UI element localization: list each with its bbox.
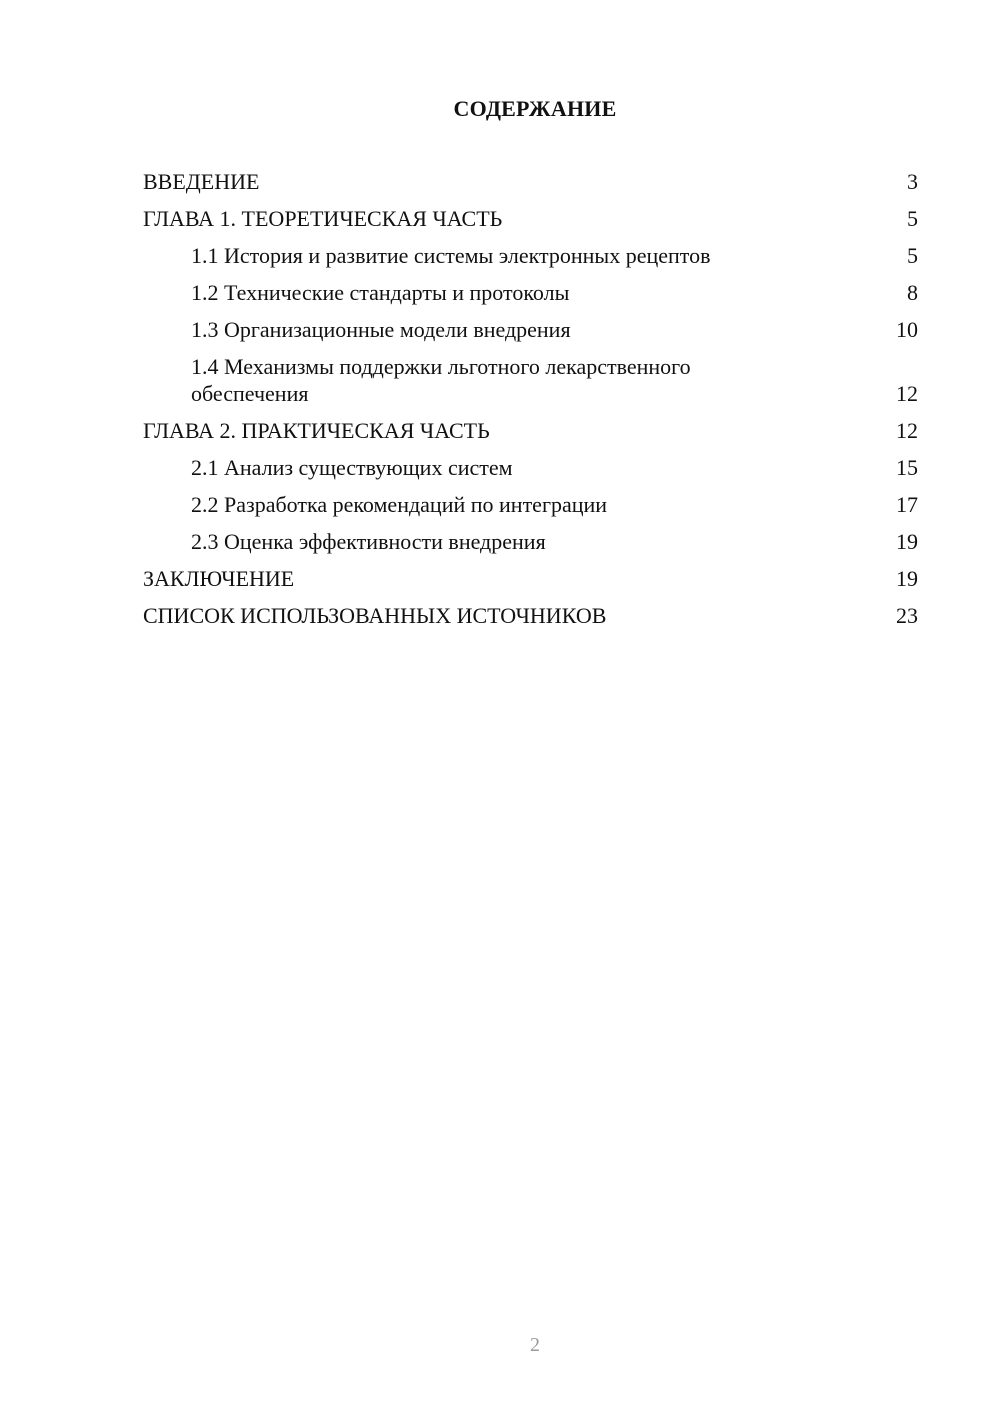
toc-entry-references[interactable]	[143, 602, 918, 629]
toc-entry-label: ГЛАВА 1. ТЕОРЕТИЧЕСКАЯ ЧАСТЬ	[143, 206, 503, 231]
page-number: 2	[530, 1334, 540, 1356]
toc-entry-label: ГЛАВА 2. ПРАКТИЧЕСКАЯ ЧАСТЬ	[143, 418, 490, 443]
toc-entry-page: 3	[907, 169, 918, 194]
toc-entry-section-2-2[interactable]	[143, 491, 918, 518]
toc-entry-section-1-2[interactable]	[143, 279, 918, 306]
toc-entry-section-2-1[interactable]	[143, 454, 918, 481]
toc-entry-label: 1.4 Механизмы поддержки льготного лекарственного обеспечения	[191, 354, 691, 406]
toc-entry-section-1-3[interactable]	[143, 316, 918, 343]
toc-entry-label: ВВЕДЕНИЕ	[143, 169, 260, 194]
toc-entry-page: 23	[896, 603, 918, 628]
toc-entry-chapter-1[interactable]	[143, 205, 918, 232]
toc-entry-label: 1.1 История и развитие системы электронных рецептов	[191, 243, 711, 268]
toc-entry-page: 12	[896, 418, 918, 443]
toc-entry-page: 19	[896, 529, 918, 554]
toc-entry-section-1-1[interactable]	[143, 242, 918, 269]
toc-entry-label: 2.2 Разработка рекомендаций по интеграции	[191, 492, 608, 517]
toc-title: СОДЕРЖАНИЕ	[453, 96, 617, 121]
toc-entry-label: 2.3 Оценка эффективности внедрения	[191, 529, 546, 554]
toc-entry-conclusion[interactable]	[143, 565, 918, 592]
toc-entry-label: 1.3 Организационные модели внедрения	[191, 317, 571, 342]
toc-entry-page: 19	[896, 566, 918, 591]
toc-entry-label: СПИСОК ИСПОЛЬЗОВАННЫХ ИСТОЧНИКОВ	[143, 603, 607, 628]
toc-entry-page: 12	[896, 381, 918, 406]
toc-entry-page: 10	[896, 317, 918, 342]
toc-entry-section-1-4[interactable]	[143, 353, 918, 407]
toc-entry-page: 15	[896, 455, 918, 480]
toc-entry-page: 8	[907, 280, 918, 305]
toc-entry-page: 5	[907, 243, 918, 268]
toc-entry-section-2-3[interactable]	[143, 528, 918, 555]
toc-entry-label: ЗАКЛЮЧЕНИЕ	[143, 566, 295, 591]
table-of-contents	[143, 168, 918, 639]
toc-entry-page: 5	[907, 206, 918, 231]
toc-entry-label: 1.2 Технические стандарты и протоколы	[191, 280, 570, 305]
toc-entry-label: 2.1 Анализ существующих систем	[191, 455, 513, 480]
toc-entry-chapter-2[interactable]	[143, 417, 918, 444]
toc-entry-introduction[interactable]	[143, 168, 918, 195]
toc-entry-page: 17	[896, 492, 918, 517]
